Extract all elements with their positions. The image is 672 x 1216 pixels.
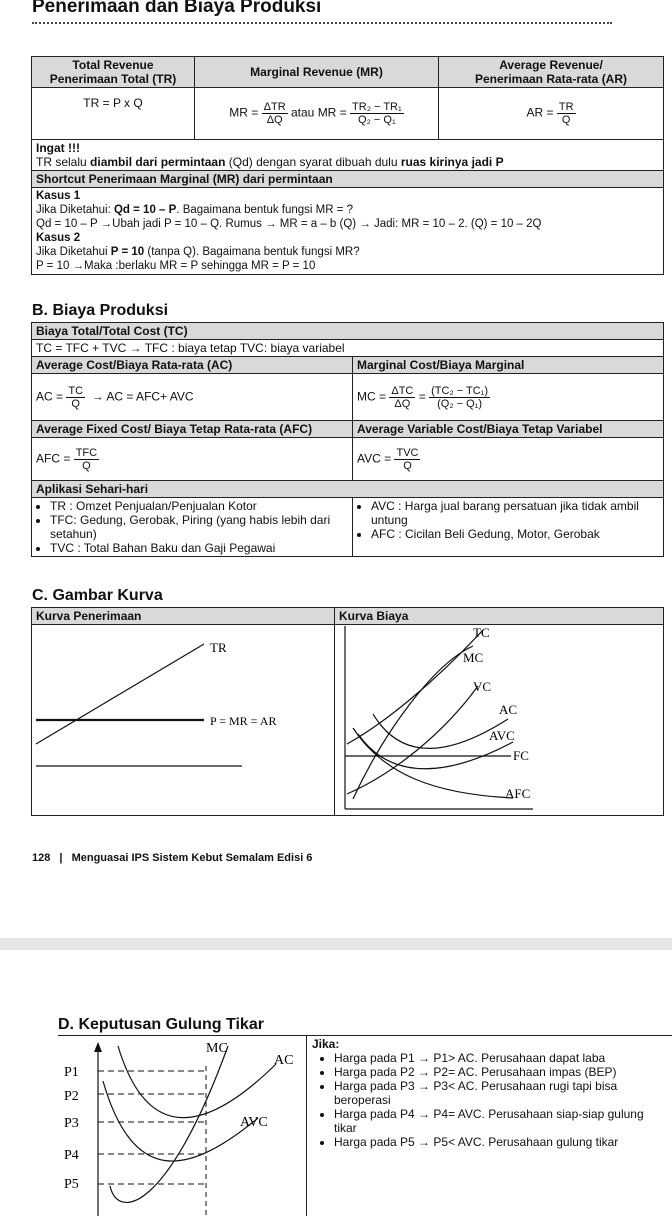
mc-title: Marginal Cost/Biaya Marginal bbox=[353, 357, 664, 374]
page-title: Penerimaan dan Biaya Produksi bbox=[32, 0, 322, 17]
ac-curve bbox=[118, 1046, 276, 1118]
p-mr-ar-label: P = MR = AR bbox=[210, 714, 277, 728]
tr-label: TR bbox=[210, 640, 227, 655]
shutdown-graph bbox=[58, 1036, 306, 1216]
aplikasi-left-item: • TVC : Total Bahan Baku dan Gaji Pegawai bbox=[50, 541, 348, 555]
mr-mid: atau MR = bbox=[291, 105, 347, 120]
p2-label: P2 bbox=[64, 1089, 79, 1104]
mc-curve bbox=[110, 1046, 228, 1202]
aplikasi-left-item: • TFC: Gedung, Gerobak, Piring (yang habis lebih dari setahun) bbox=[50, 513, 348, 541]
p5-label: P5 bbox=[64, 1177, 79, 1192]
afc-title: Average Fixed Cost/ Biaya Tetap Rata-rata (AFC) bbox=[32, 421, 353, 438]
kurva-penerimaan-title: Kurva Penerimaan bbox=[32, 608, 335, 625]
ingat-title: Ingat !!! bbox=[36, 141, 80, 155]
avc-title: Average Variable Cost/Biaya Tetap Variabel bbox=[353, 421, 664, 438]
kasus1-title: Kasus 1 bbox=[36, 190, 81, 202]
mr-prefix: MR = bbox=[229, 105, 259, 120]
cost-table bbox=[31, 322, 664, 557]
section-b-title: B. Biaya Produksi bbox=[32, 302, 169, 319]
mr-fraction-2: $\frac{\text{TR₂ − TR₁}}{\text{Q₂ − Q₁}}$ bbox=[352, 101, 402, 126]
ac-formula: AC = $\frac{TC}{Q}$ → AC = AFC+ AVC bbox=[32, 374, 353, 421]
tr-formula: TR = P x Q bbox=[32, 88, 195, 140]
p3-label: P3 bbox=[64, 1116, 79, 1131]
title-divider bbox=[32, 22, 612, 24]
kasus-box: Kasus 1 Jika Diketahui: Qd = 10 – P. Bagaimana bentuk fungsi MR = ? Qd = 10 – P →Ubah jadi P = 10 – Q. Rumus → MR = a – b (Q) → Jadi: MR = 10 – 2. (Q) = 10 – 2Q Kasus 2 Jika Diketahui P = 10 (tanpa Q). Bagaimana bentuk fungsi MR? P = 10 →Maka :berlaku MR = P sehingga MR = P = 10 bbox=[32, 188, 664, 275]
header-tr: Total Revenue Penerimaan Total (TR) bbox=[32, 57, 195, 88]
ingat-box: Ingat !!! TR selalu diambil dari permintaan (Qd) dengan syarat dibuah dulu ruas kirinya jadi P bbox=[32, 140, 664, 171]
mc-label: MC bbox=[206, 1041, 228, 1056]
jika-title: Jika: bbox=[312, 1037, 340, 1051]
vc-label: VC bbox=[473, 679, 492, 694]
section-d-title: D. Keputusan Gulung Tikar bbox=[58, 1016, 264, 1033]
mc-label: MC bbox=[463, 650, 484, 665]
avc-formula: AVC = $\frac{\text{TVC}}{Q}$ bbox=[353, 438, 664, 481]
mr-formula bbox=[195, 88, 439, 140]
jika-item: • Harga pada P2 → P2= AC. Perusahaan impas (BEP) bbox=[334, 1065, 668, 1079]
section-c-title: C. Gambar Kurva bbox=[32, 587, 163, 604]
mr-fraction-1: $\frac{\text{ΔTR}}{\Delta Q}$ bbox=[263, 101, 286, 126]
fc-label: FC bbox=[513, 748, 529, 763]
aplikasi-left bbox=[32, 498, 353, 557]
kurva-biaya-title: Kurva Biaya bbox=[335, 608, 664, 625]
ar-fraction: $\frac{TR}{Q}$ bbox=[558, 101, 574, 126]
page-footer: 128 | Menguasai IPS Sistem Kebut Semalam Edisi 6 bbox=[32, 852, 313, 864]
ac-curve bbox=[373, 714, 508, 748]
afc-label: AFC bbox=[505, 786, 531, 801]
shortcut-title: Shortcut Penerimaan Marginal (MR) dari permintaan bbox=[32, 171, 664, 188]
page-number: 128 bbox=[32, 852, 51, 864]
y-axis-arrow-icon bbox=[94, 1042, 102, 1052]
ac-title: Average Cost/Biaya Rata-rata (AC) bbox=[32, 357, 353, 374]
avc-label: AVC bbox=[489, 728, 515, 743]
kasus1-line2: Qd = 10 – P →Ubah jadi P = 10 – Q. Rumus → MR = a – b (Q) → Jadi: MR = 10 – 2. (Q) = 10 – 2Q bbox=[36, 218, 542, 230]
p1-label: P1 bbox=[64, 1065, 79, 1080]
kasus2-title: Kasus 2 bbox=[36, 232, 81, 244]
jika-item: • Harga pada P3 → P3< AC. Perusahaan rugi tapi bisa beroperasi bbox=[334, 1079, 668, 1107]
jika-item: • Harga pada P5 → P5< AVC. Perusahaan gulung tikar bbox=[334, 1135, 668, 1149]
jika-list-box bbox=[312, 1037, 668, 1149]
aplikasi-left-item: • TR : Omzet Penjualan/Penjualan Kotor bbox=[50, 499, 348, 513]
cost-curve-graph bbox=[333, 624, 663, 814]
aplikasi-right bbox=[353, 498, 664, 557]
book-title: Menguasai IPS Sistem Kebut Semalam Edisi 6 bbox=[71, 852, 313, 864]
jika-item: • Harga pada P4 → P4= AVC. Perusahaan siap-siap gulung tikar bbox=[334, 1107, 668, 1135]
tc-formula: TC = TFC + TVC → TFC : biaya tetap TVC: biaya variabel bbox=[32, 340, 664, 357]
aplikasi-title: Aplikasi Sehari-hari bbox=[32, 481, 664, 498]
page-separator bbox=[0, 938, 672, 950]
section-d-divider bbox=[306, 1035, 307, 1216]
avc-curve bbox=[103, 1081, 258, 1161]
ar-prefix: AR = bbox=[526, 105, 554, 120]
mc-formula: MC = $\frac{\text{ΔTC}}{\Delta Q}$ = $\frac{\text{(TC₂ − TC₁)}}{\text{(Q₂ − Q₁)}}$ bbox=[353, 374, 664, 421]
ar-formula bbox=[439, 88, 664, 140]
tc-title: Biaya Total/Total Cost (TC) bbox=[32, 323, 664, 340]
header-ar: Average Revenue/ Penerimaan Rata-rata (AR) bbox=[439, 57, 664, 88]
header-mr: Marginal Revenue (MR) bbox=[195, 57, 439, 88]
ac-label: AC bbox=[274, 1053, 294, 1068]
tc-curve bbox=[347, 630, 483, 744]
revenue-table bbox=[31, 56, 664, 275]
aplikasi-right-item: • AVC : Harga jual barang persatuan jika tidak ambil untung bbox=[371, 499, 659, 527]
revenue-curve-graph bbox=[32, 624, 332, 814]
tr-line bbox=[36, 644, 204, 744]
tc-label: TC bbox=[473, 625, 490, 640]
avc-label: AVC bbox=[240, 1115, 268, 1130]
mc-curve bbox=[353, 646, 473, 799]
kasus2-line2: P = 10 →Maka :berlaku MR = P sehingga MR = P = 10 bbox=[36, 260, 316, 272]
aplikasi-right-item: • AFC : Cicilan Beli Gedung, Motor, Gerobak bbox=[371, 527, 659, 541]
p4-label: P4 bbox=[64, 1148, 79, 1163]
jika-item: • Harga pada P1 → P1> AC. Perusahaan dapat laba bbox=[334, 1051, 668, 1065]
ac-label: AC bbox=[499, 702, 518, 717]
afc-formula: AFC = $\frac{\text{TFC}}{Q}$ bbox=[32, 438, 353, 481]
